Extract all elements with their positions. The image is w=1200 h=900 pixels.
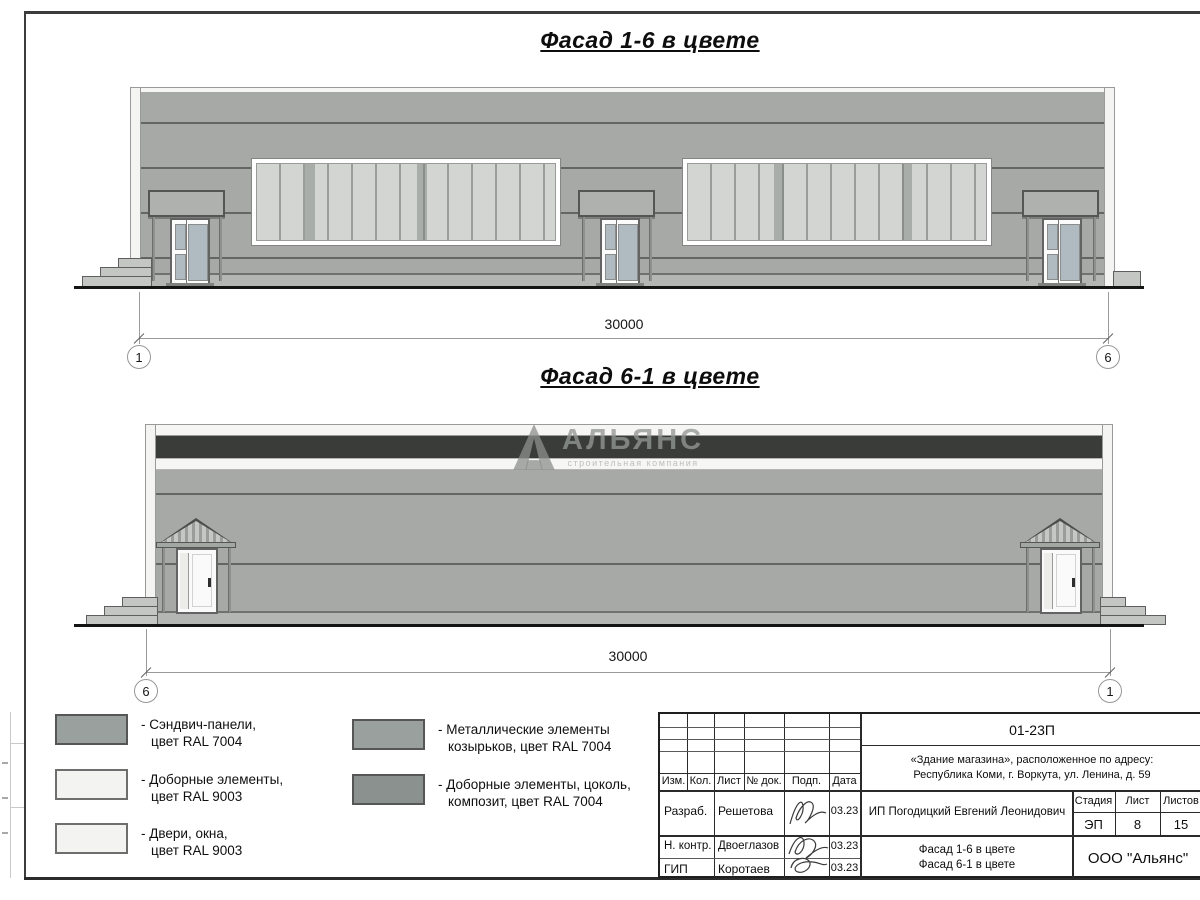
doc-number: 01-23П bbox=[1009, 722, 1055, 738]
stage-value: ЭП bbox=[1084, 817, 1103, 832]
dimension-value: 30000 bbox=[608, 648, 648, 664]
signature-razrab bbox=[786, 794, 828, 832]
window-band-2 bbox=[682, 158, 992, 246]
client-name: ИП Погодицкий Евгений Леонидович bbox=[868, 806, 1066, 818]
sheet-content-title: Фасад 1-6 в цвете Фасад 6-1 в цвете bbox=[918, 844, 1016, 871]
margin-tick bbox=[2, 797, 8, 799]
canopy-post bbox=[1092, 548, 1095, 612]
company-watermark bbox=[512, 423, 742, 477]
name-dvoeglazov: Двоеглазов bbox=[718, 840, 780, 852]
col-data: Дата bbox=[832, 775, 857, 787]
col-podp: Подп. bbox=[791, 775, 822, 787]
axis-marker-1: 1 bbox=[1098, 679, 1122, 703]
canopy-post bbox=[649, 217, 652, 281]
role-gip: ГИП bbox=[664, 862, 688, 876]
window-glazing bbox=[256, 163, 556, 241]
axis-marker-6: 6 bbox=[1096, 345, 1120, 369]
facade-6-1-title: Фасад 6-1 в цвете bbox=[540, 363, 760, 389]
watermark-name: АЛЬЯНС bbox=[562, 424, 705, 456]
canopy-post bbox=[219, 217, 222, 281]
watermark-tagline: строительная компания bbox=[567, 458, 699, 468]
margin-tick bbox=[2, 762, 8, 764]
flat-canopy-center bbox=[578, 190, 655, 217]
legend-label: - Двери, окна, цвет RAL 9003 bbox=[141, 826, 243, 858]
role-nkontr: Н. контр. bbox=[664, 840, 712, 852]
col-doc: № док. bbox=[746, 775, 782, 787]
canopy-post bbox=[1093, 217, 1096, 281]
facade-1-6-title: Фасад 1-6 в цвете bbox=[540, 27, 760, 53]
sheets-header: Листов bbox=[1163, 795, 1199, 807]
window-band-1 bbox=[251, 158, 561, 246]
col-izm: Изм. bbox=[661, 775, 686, 787]
col-kol: Кол. bbox=[689, 775, 712, 787]
corner-trim-left bbox=[130, 87, 141, 287]
axis-marker-6: 6 bbox=[134, 679, 158, 703]
facade-1-6-drawing bbox=[130, 87, 1115, 287]
sheet-value: 8 bbox=[1133, 817, 1142, 832]
canopy-post bbox=[152, 217, 155, 281]
sheets-value: 15 bbox=[1173, 817, 1189, 832]
flat-canopy-right bbox=[1022, 190, 1099, 217]
canopy-post bbox=[582, 217, 585, 281]
dimension-line bbox=[139, 338, 1109, 339]
margin-divider bbox=[10, 807, 24, 808]
back-door-left bbox=[176, 548, 218, 614]
role-razrab: Разраб. bbox=[664, 804, 708, 818]
window-glazing bbox=[687, 163, 987, 241]
legend-label: - Сэндвич-панели, цвет RAL 7004 bbox=[141, 717, 256, 749]
entrance-door-left bbox=[170, 218, 210, 285]
alliance-triangle-logo bbox=[512, 423, 556, 471]
flat-canopy-left bbox=[148, 190, 225, 217]
dimension-line bbox=[146, 672, 1110, 673]
axis-marker-1: 1 bbox=[127, 345, 151, 369]
corner-trim-left bbox=[145, 424, 156, 611]
frame-left-border bbox=[24, 11, 26, 880]
canopy-post bbox=[228, 548, 231, 612]
canopy-post bbox=[162, 548, 165, 612]
signature-kontr-gip bbox=[783, 832, 831, 878]
legend-label: - Металлические элементы козырьков, цвет RAL 7004 bbox=[438, 722, 612, 754]
ground-line bbox=[74, 286, 1144, 289]
entrance-door-right bbox=[1042, 218, 1082, 285]
extension-line bbox=[1110, 629, 1111, 676]
ramp bbox=[1113, 271, 1141, 287]
back-door-right bbox=[1040, 548, 1082, 614]
margin-divider bbox=[10, 743, 24, 744]
watermark-text bbox=[562, 423, 704, 468]
stage-header: Стадия bbox=[1074, 795, 1113, 807]
window-tinted-pane bbox=[774, 164, 784, 240]
plinth bbox=[145, 611, 1113, 625]
frame-top-border bbox=[24, 11, 1200, 14]
window-tinted-pane bbox=[902, 164, 912, 240]
entrance-door-center bbox=[600, 218, 640, 285]
legend-swatch-doors bbox=[55, 823, 128, 854]
legend-swatch-composite bbox=[352, 774, 425, 805]
name-korotaev: Коротаев bbox=[718, 862, 770, 876]
title-block bbox=[658, 712, 1200, 878]
legend-label: - Доборные элементы, цвет RAL 9003 bbox=[141, 772, 284, 804]
canopy-post bbox=[1026, 217, 1029, 281]
window-tinted-pane bbox=[305, 164, 315, 240]
sheet-header: Лист bbox=[1125, 795, 1150, 807]
margin-line bbox=[10, 712, 11, 878]
legend-label: - Доборные элементы, цоколь, композит, цвет RAL 7004 bbox=[438, 777, 631, 809]
sandwich-panel-wall bbox=[145, 470, 1113, 611]
name-reshetova: Решетова bbox=[718, 804, 774, 818]
object-address: «Здание магазина», расположенное по адресу: Республика Коми, г. Воркута, ул. Ленина, д. 59 bbox=[910, 754, 1154, 781]
legend-swatch-canopy-metal bbox=[352, 719, 425, 750]
corner-trim-right bbox=[1102, 424, 1113, 611]
dimension-value: 30000 bbox=[604, 316, 644, 332]
date-gip: 03.23 bbox=[830, 862, 859, 874]
window-tinted-pane bbox=[417, 164, 427, 240]
ground-line bbox=[74, 624, 1144, 627]
date-nkontr: 03.23 bbox=[830, 840, 859, 852]
legend-swatch-trim bbox=[55, 769, 128, 800]
corner-trim-right bbox=[1104, 87, 1115, 287]
canopy-post bbox=[1026, 548, 1029, 612]
company-name: ООО "Альянс" bbox=[1087, 850, 1189, 867]
date-razrab: 03.23 bbox=[830, 805, 859, 817]
col-list: Лист bbox=[717, 775, 741, 787]
margin-tick bbox=[2, 832, 8, 834]
legend-swatch-sandwich bbox=[55, 714, 128, 745]
